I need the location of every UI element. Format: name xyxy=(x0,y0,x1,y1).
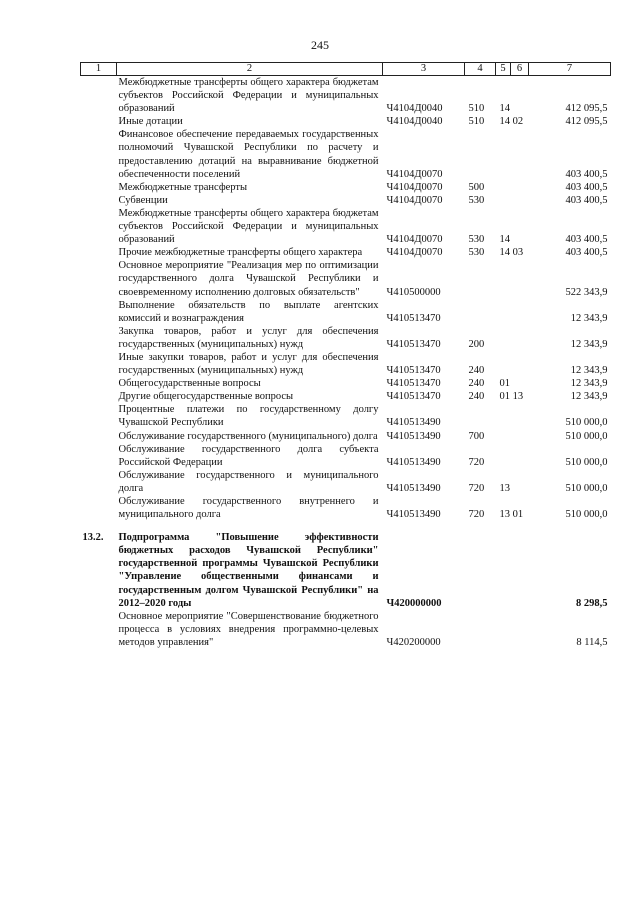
header-col-1: 1 xyxy=(81,63,117,76)
row-section-code xyxy=(496,299,529,325)
row-expense-type: 700 xyxy=(468,430,485,442)
row-amount: 403 400,5 xyxy=(565,234,608,246)
row-amount: 522 343,9 xyxy=(565,286,608,298)
header-col-3: 3 xyxy=(383,63,465,76)
row-target-code: Ч4104Д0040 xyxy=(386,116,443,128)
row-number xyxy=(81,325,117,351)
header-col-2: 2 xyxy=(117,63,383,76)
row-expense-type: 720 xyxy=(468,456,485,468)
table-row xyxy=(81,128,611,180)
table-row xyxy=(81,181,611,194)
row-number: 13.2. xyxy=(82,532,104,544)
row-section-code: 13 xyxy=(499,482,510,494)
page-number: 245 xyxy=(311,38,329,52)
row-target-code: Ч410513470 xyxy=(386,365,441,377)
row-target-code: Ч410513470 xyxy=(386,312,441,324)
table-row xyxy=(81,246,611,259)
row-expense-type: 530 xyxy=(468,234,485,246)
row-expense-type: 510 xyxy=(468,103,485,115)
table-row xyxy=(81,207,611,246)
row-name: Обслуживание государственного (муниципального) долга xyxy=(118,430,378,442)
row-name: Финансовое обеспечение передаваемых государственных полномочий Чувашской Республики по расчету и предоставлению дотаций на выравнивание бюджетной обеспеченности поселений xyxy=(118,129,379,180)
row-number xyxy=(81,390,117,403)
table-row xyxy=(81,531,611,610)
row-section-code xyxy=(496,259,529,298)
row-section-code xyxy=(496,610,529,649)
row-expense-type xyxy=(465,531,496,610)
row-target-code: Ч410513470 xyxy=(386,391,441,403)
row-number xyxy=(81,246,117,259)
row-name: Межбюджетные трансферты общего характера бюджетам субъектов Российской Федерации и муниципальных образований xyxy=(118,207,379,246)
row-expense-type: 240 xyxy=(468,378,485,390)
row-name: Процентные платежи по государственному долгу Чувашской Республики xyxy=(118,404,379,429)
row-target-code: Ч4104Д0070 xyxy=(386,168,443,180)
row-expense-type: 500 xyxy=(468,181,485,193)
table-row xyxy=(81,377,611,390)
row-section-code xyxy=(496,531,529,610)
table-row xyxy=(81,443,611,469)
row-amount: 510 000,0 xyxy=(565,456,608,468)
row-number xyxy=(81,128,117,180)
table-row xyxy=(81,351,611,377)
header-col-6: 6 xyxy=(511,63,529,76)
row-target-code: Ч410513490 xyxy=(386,417,441,429)
table-row xyxy=(81,194,611,207)
row-section-code: 14 02 xyxy=(499,116,524,128)
row-target-code: Ч410513470 xyxy=(386,378,441,390)
row-amount: 412 095,5 xyxy=(565,103,608,115)
row-number xyxy=(81,495,117,521)
table-row xyxy=(81,403,611,429)
row-name: Выполнение обязательств по выплате агентских комиссий и вознаграждения xyxy=(118,299,379,324)
row-target-code: Ч4104Д0040 xyxy=(386,103,443,115)
row-expense-type xyxy=(465,610,496,649)
table-row xyxy=(81,469,611,495)
budget-table xyxy=(80,62,611,649)
row-section-code xyxy=(496,194,529,207)
row-section-code xyxy=(496,351,529,377)
row-expense-type: 530 xyxy=(468,194,485,206)
row-target-code: Ч410513490 xyxy=(386,482,441,494)
row-section-code xyxy=(496,443,529,469)
row-amount: 403 400,5 xyxy=(565,168,608,180)
header-col-5: 5 xyxy=(496,63,511,76)
row-expense-type: 720 xyxy=(468,482,485,494)
row-name: Основное мероприятие "Совершенствование бюджетного процесса в условиях внедрения программно-целевых методов управления" xyxy=(118,610,379,648)
row-amount: 12 343,9 xyxy=(570,312,608,324)
row-name: Общегосударственные вопросы xyxy=(118,378,261,390)
table-row xyxy=(81,390,611,403)
table-row xyxy=(81,76,611,116)
table-row xyxy=(81,259,611,298)
row-amount: 8 114,5 xyxy=(576,636,608,648)
row-section-code xyxy=(496,128,529,180)
row-number xyxy=(81,194,117,207)
table-header xyxy=(81,63,611,76)
row-expense-type: 200 xyxy=(468,338,485,350)
row-target-code: Ч4104Д0070 xyxy=(386,181,443,193)
row-amount: 12 343,9 xyxy=(570,365,608,377)
row-name: Другие общегосударственные вопросы xyxy=(118,391,294,403)
row-target-code: Ч420200000 xyxy=(386,636,441,648)
row-number xyxy=(81,443,117,469)
row-name: Обслуживание государственного внутреннего и муниципального долга xyxy=(118,496,379,521)
table-row xyxy=(81,299,611,325)
row-amount: 12 343,9 xyxy=(570,378,608,390)
row-target-code: Ч4104Д0070 xyxy=(386,234,443,246)
row-name: Иные дотации xyxy=(118,116,183,128)
row-number xyxy=(81,299,117,325)
row-expense-type: 240 xyxy=(468,365,485,377)
row-name: Подпрограмма "Повышение эффективности бюджетных расходов Чувашской Республики" государственной программы Чувашской Республики "Управление общественными финансами и государственным долгом Чувашской Республики" на 2012–2020 годы xyxy=(118,532,379,609)
row-section-code: 13 01 xyxy=(499,509,524,521)
row-expense-type xyxy=(465,128,496,180)
row-amount: 510 000,0 xyxy=(565,417,608,429)
row-number xyxy=(81,115,117,128)
row-number xyxy=(81,610,117,649)
row-number xyxy=(81,259,117,298)
row-amount: 510 000,0 xyxy=(565,430,608,442)
row-name: Межбюджетные трансферты общего характера бюджетам субъектов Российской Федерации и муниципальных образований xyxy=(118,77,379,115)
table-body xyxy=(81,76,611,650)
table-row xyxy=(81,495,611,521)
row-amount: 12 343,9 xyxy=(570,338,608,350)
row-target-code: Ч4104Д0070 xyxy=(386,194,443,206)
row-amount: 403 400,5 xyxy=(565,181,608,193)
row-amount: 510 000,0 xyxy=(565,509,608,521)
row-section-code: 14 xyxy=(499,103,510,115)
row-amount: 12 343,9 xyxy=(570,391,608,403)
row-amount: 403 400,5 xyxy=(565,247,608,259)
row-expense-type xyxy=(465,259,496,298)
row-amount: 8 298,5 xyxy=(576,597,608,609)
row-amount: 412 095,5 xyxy=(565,116,608,128)
row-section-code xyxy=(496,181,529,194)
row-number xyxy=(81,430,117,443)
row-name: Основное мероприятие "Реализация мер по оптимизации государственного долга Чувашской Республики и своевременному исполнению долговых обязательств" xyxy=(118,260,379,298)
row-name: Межбюджетные трансферты xyxy=(118,181,248,193)
row-number xyxy=(81,469,117,495)
header-col-7: 7 xyxy=(529,63,611,76)
table-row xyxy=(81,610,611,649)
row-name: Обслуживание государственного долга субъекта Российской Федерации xyxy=(118,443,379,468)
row-target-code: Ч420000000 xyxy=(386,597,442,609)
row-target-code: Ч410500000 xyxy=(386,286,441,298)
row-name: Обслуживание государственного и муниципального долга xyxy=(118,469,379,494)
row-number xyxy=(81,377,117,390)
row-target-code: Ч4104Д0070 xyxy=(386,247,443,259)
row-section-code xyxy=(496,325,529,351)
row-section-code xyxy=(496,430,529,443)
row-number xyxy=(81,181,117,194)
row-expense-type xyxy=(465,299,496,325)
row-number xyxy=(81,76,117,116)
row-expense-type: 530 xyxy=(468,247,485,259)
row-spacer xyxy=(81,521,611,531)
row-expense-type: 510 xyxy=(468,116,485,128)
row-target-code: Ч410513490 xyxy=(386,456,441,468)
row-section-code: 14 xyxy=(499,234,510,246)
row-target-code: Ч410513490 xyxy=(386,430,441,442)
row-name: Иные закупки товаров, работ и услуг для обеспечения государственных (муниципальных) нужд xyxy=(118,351,379,377)
row-section-code: 01 xyxy=(499,378,510,390)
row-number xyxy=(81,403,117,429)
row-number xyxy=(81,351,117,377)
row-amount: 403 400,5 xyxy=(565,194,608,206)
row-name: Закупка товаров, работ и услуг для обеспечения государственных (муниципальных) нужд xyxy=(118,325,379,350)
row-name: Прочие межбюджетные трансферты общего характера xyxy=(118,247,363,259)
table-row xyxy=(81,115,611,128)
row-number xyxy=(81,207,117,246)
table-row xyxy=(81,430,611,443)
row-target-code: Ч410513490 xyxy=(386,509,441,521)
row-section-code: 14 03 xyxy=(499,247,524,259)
row-amount: 510 000,0 xyxy=(565,482,608,494)
row-expense-type: 240 xyxy=(468,391,485,403)
row-section-code xyxy=(496,403,529,429)
row-expense-type: 720 xyxy=(468,509,485,521)
table-row xyxy=(81,325,611,351)
header-col-4: 4 xyxy=(465,63,496,76)
row-expense-type xyxy=(465,403,496,429)
row-section-code: 01 13 xyxy=(499,391,524,403)
row-name: Субвенции xyxy=(118,194,168,206)
row-target-code: Ч410513470 xyxy=(386,338,441,350)
